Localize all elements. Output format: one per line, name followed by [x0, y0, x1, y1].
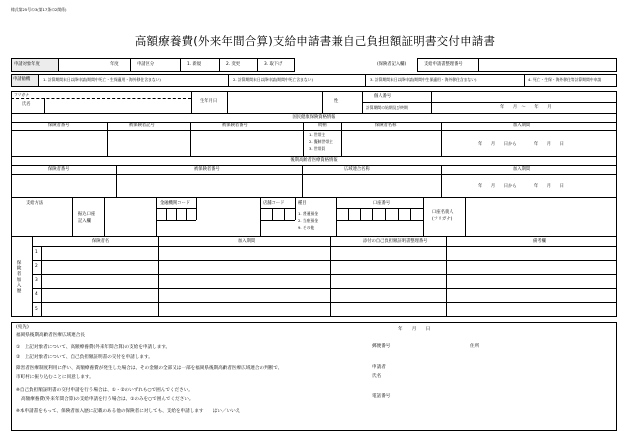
payment-entry: 記入欄	[78, 219, 91, 224]
payment-method: 支給方法	[26, 201, 44, 206]
applicant-address-label: 住所	[470, 344, 480, 349]
relation-option-3[interactable]: 3. 世帯員	[309, 146, 326, 151]
branch-code-label: 店舗コード	[263, 201, 285, 206]
nhi-insurer-no: 保険者番号	[48, 123, 70, 128]
elderly-insured-no: 被保険者番号	[194, 167, 220, 172]
option-change[interactable]: 2. 変更	[226, 62, 241, 67]
elderly-section-title: 後期高齢者医療資格情報	[290, 158, 338, 163]
applicant-post-label: 郵便番号	[372, 344, 391, 349]
form-number: 様式第25号の3(第17条の2関係)	[11, 7, 67, 12]
name-label: 氏名	[22, 102, 31, 107]
relation-option-1[interactable]: 1. 世帯主	[309, 132, 326, 137]
nhi-period-value: 年 月 日から 年 月 日	[478, 142, 564, 147]
period-value: 年 月 ～ 年 月	[500, 105, 552, 110]
account-no-label: 口座番号	[373, 201, 391, 206]
reason-label: 申請勧機	[13, 77, 31, 82]
relation-option-2[interactable]: 2. 擬制世帯主	[309, 139, 333, 144]
payment-type: 種目	[298, 201, 307, 206]
year-unit: 年度	[110, 62, 119, 67]
reason-option-3[interactable]: 3. 計算期間末日以降申請(期間中生保適用・海外移住含まない)	[370, 77, 477, 82]
nhi-section-title: 国民健康保険資格情報	[292, 115, 336, 120]
payment-transfer: 振込口座	[78, 212, 96, 217]
nhi-insured-no: 被保険者番号	[222, 123, 248, 128]
nhi-symbol-no: 被保険者記号	[129, 123, 155, 128]
declaration-note-1: ※自己負担額証明書の交付申請を行う場合は、①・②のいずれも○で囲んでください。	[16, 388, 193, 393]
bank-code-label: 金融機関コード	[160, 201, 191, 206]
nhi-insurer-name: 保険者名称	[375, 123, 397, 128]
person-number-label: 個人番号	[374, 94, 392, 99]
insurer-row-number: 4	[35, 292, 38, 297]
insurer-row-number: 5	[35, 307, 38, 312]
applicant-name-label: 氏名	[372, 374, 382, 379]
sex-label: 性	[334, 99, 339, 104]
applicant-label: 申請者	[372, 365, 386, 370]
type-option-3[interactable]: 9. その他	[298, 225, 315, 230]
elderly-union-name: 広域連合名称	[344, 167, 370, 172]
insurer-row-number: 2	[35, 264, 38, 269]
option-withdraw[interactable]: 3. 取下げ	[264, 62, 283, 67]
elderly-insurer-no: 保険者番号	[48, 167, 70, 172]
furigana-label: フリガナ	[14, 92, 29, 97]
addressee-note: (宛先)	[16, 325, 29, 330]
period-label: 計算期間の始期及び終期	[366, 105, 408, 110]
holder-kana-label: (フリガナ)	[432, 217, 453, 222]
type-option-2[interactable]: 2. 当座預金	[298, 218, 319, 223]
insurer-row-number: 3	[35, 278, 38, 283]
application-date: 年 月 日	[398, 327, 431, 332]
holder-label: 口座名義人	[432, 210, 454, 215]
reason-option-4[interactable]: 4. 死亡・生保・海外移住等計算期間中申請	[528, 77, 602, 82]
declaration-item-1: ① 上記対象者について、高額療養費(外来年間合算)の支給を申請します。	[16, 345, 171, 350]
insurers-col-note: 備考欄	[533, 239, 546, 244]
phone-label: 電話番号	[372, 394, 391, 399]
insurers-col-name: 保険者名	[92, 239, 110, 244]
nhi-join-period: 加入期間	[513, 123, 531, 128]
reception-label: 支給申請書整理番号	[424, 62, 463, 67]
elderly-period-value: 年 月 日から 年 月 日	[478, 184, 564, 189]
reason-option-1[interactable]: 1. 計算期間末日以降申請(期間中死亡・生保適用・海外移住含まない)	[43, 77, 161, 82]
page-title: 高額療養費(外来年間合算)支給申請書兼自己負担額証明書交付申請書	[134, 34, 496, 48]
declaration-note-3: ※本申請書をもって、保険者加入歴に記載のある他の保険者に対しても、支給を申請します はい／いいえ	[16, 409, 241, 414]
insurers-side-label: 保険者加入歴	[16, 260, 21, 294]
nhi-relation: 続柄	[318, 123, 327, 128]
addressee: 福岡県後期高齢者医療広域連合長	[16, 333, 85, 338]
type-option-1[interactable]: 1. 普通預金	[298, 211, 319, 216]
declaration-item-2: ② 上記対象者について、自己負担額証明書の交付を申請します。	[16, 355, 153, 360]
declaration-consent-2: 市町村に振り込むことに同意します。	[16, 375, 94, 380]
insurer-row-number: 1	[35, 250, 38, 255]
declaration-note-2: 高額療養費(外来年間合算)の支給申請を行う場合は、①のみを○で囲んでください。	[21, 397, 194, 402]
entry-col-label: (保険者記入欄)	[377, 62, 407, 67]
insurers-col-period: 加入期間	[238, 239, 256, 244]
insurers-col-cert: 添付の自己負担額証明書整理番号	[363, 239, 428, 244]
target-year-label: 申請対象年度	[14, 62, 40, 67]
birth-label: 生年月日	[200, 99, 218, 104]
declaration-consent-1: 障害者医療制度利用に伴い、高額療養費が発生した場合は、その金額の全部又は一部を福岡県後期高齢者医療広域連合の判断で、	[16, 366, 283, 371]
reason-option-2[interactable]: 2. 計算期間末日以降申請(期間中死亡含まない)	[233, 77, 313, 82]
elderly-join-period: 加入期間	[513, 167, 531, 172]
option-new[interactable]: 1. 新規	[187, 62, 202, 67]
category-label: 申請区分	[137, 62, 155, 67]
